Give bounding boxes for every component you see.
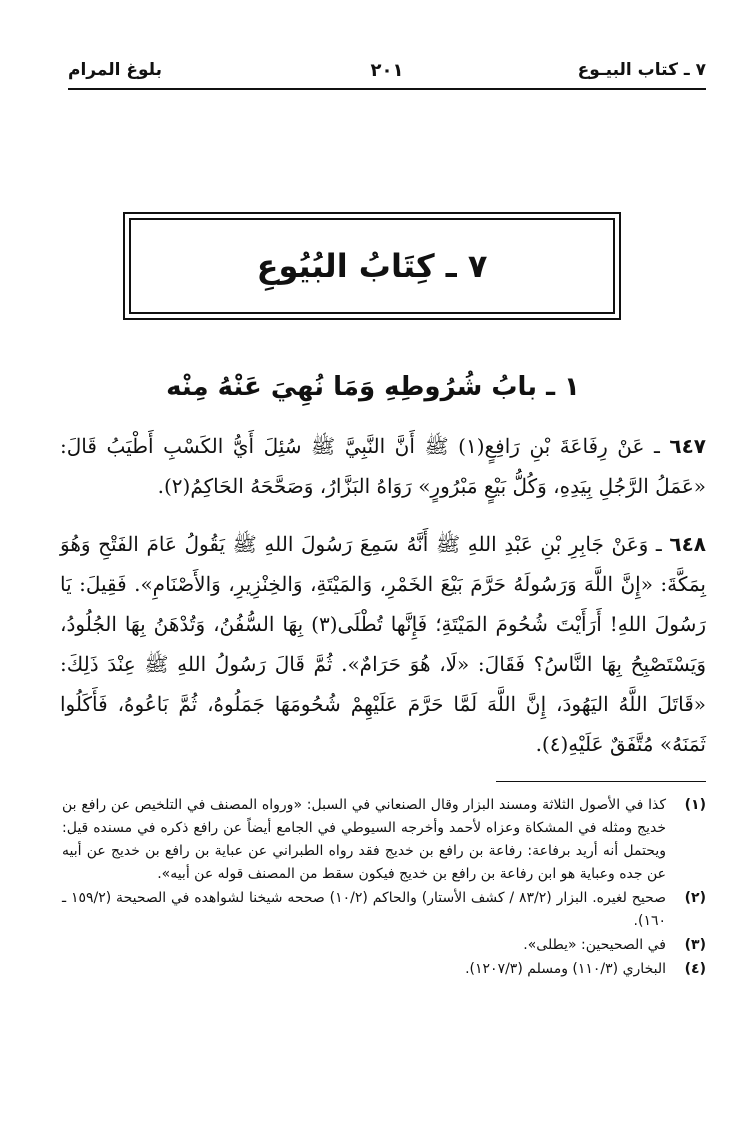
hadith-648: [60, 524, 706, 764]
running-header: [68, 56, 706, 86]
hadith-text: ـ عَنْ رِفَاعَةَ بْنِ رَافِعٍ(١) ﷺ أَنَّ النَّبِيَّ ﷺ سُئِلَ أَيُّ الكَسْبِ أَطْيَبُ قَالَ: «عَمَلُ الرَّجُلِ بِيَدِهِ، وَكُلُّ بَيْعٍ مَبْرُورٍ» رَوَاهُ البَزَّارُ، وَصَحَّحَهُ الحَاكِمُ(٢).: [60, 434, 706, 498]
chapter-title: ٧ ـ كِتَابُ البُيُوعِ: [256, 247, 488, 285]
footnote-divider: [496, 781, 706, 782]
footnote-text: كذا في الأصول الثلاثة ومسند البزار وقال الصنعاني في السبل: «ورواه المصنف في التلخيص عن رافع بن خديج ومثله في المشكاة وعزاه لأحمد وأخرجه السيوطي في الجامع أيضاً عن رافع ذكره في مسنده قيل: ويحتمل أنه أريد برفاعة: رفاعة بن رافع بن خديج فقد رواه الطبراني عن عباية بن رافع بن خديج عن أبيه عن جده وعباية هو ابن رفاعة بن رافع بن خديج فيكون سقط من المصنف قوله عن أبيه».: [62, 797, 666, 882]
header-divider: [68, 88, 706, 90]
footnote-item: [62, 794, 706, 886]
footnote-text: في الصحيحين: «يطلى».: [523, 937, 666, 953]
hadith-text: ـ وَعَنْ جَابِرِ بْنِ عَبْدِ اللهِ ﷺ أَنَّهُ سَمِعَ رَسُولَ اللهِ ﷺ يَقُولُ عَامَ الفَتْحِ وَهُوَ بِمَكَّةَ: «إِنَّ اللَّهَ وَرَسُولَهُ حَرَّمَ بَيْعَ الخَمْرِ، وَالمَيْتَةِ، وَالخِنْزِيرِ، وَالأَصْنَامِ». فَقِيلَ: يَا رَسُولَ اللهِ! أَرَأَيْتَ شُحُومَ المَيْتَةِ؛ فَإِنَّها تُطْلَى(٣) بِهَا السُّفُنُ، وَتُدْهَنُ بِهَا الجُلُودُ، وَيَسْتَصْبِحُ بِهَا النَّاسُ؟ فَقَالَ: «لَا، هُوَ حَرَامٌ». ثُمَّ قَالَ رَسُولُ اللهِ ﷺ عِنْدَ ذَلِكَ: «قَاتَلَ اللَّهُ اليَهُودَ، إِنَّ اللَّهَ لَمَّا حَرَّمَ عَلَيْهِمْ شُحُومَهَا جَمَلُوهُ، ثُمَّ بَاعُوهُ، فَأَكَلُوا ثَمَنَهُ» مُتَّفَقٌ عَلَيْهِ(٤).: [60, 532, 707, 756]
chapter-title-inner-frame: [129, 218, 615, 314]
footnote-marker: (١): [684, 797, 706, 813]
footnote-item: [62, 958, 706, 981]
header-page-number: ٢٠١: [370, 60, 404, 81]
footnote-marker: (٢): [684, 890, 706, 906]
footnote-text: صحيح لغيره. البزار (٨٣/٢ / كشف الأستار) والحاكم (١٠/٢) صححه شيخنا لشواهده في الصحيحة (١٥٩/٢ ـ ١٦٠).: [62, 890, 666, 929]
hadith-number: ٦٤٧: [669, 434, 707, 458]
chapter-title-frame: [123, 212, 621, 320]
footnote-text: البخاري (١١٠/٣) ومسلم (١٢٠٧/٣).: [465, 961, 666, 977]
hadith-647: [60, 426, 706, 506]
footnote-item: [62, 887, 706, 933]
footnote-item: [62, 934, 706, 957]
section-title: ١ ـ بابُ شُرُوطِهِ وَمَا نُهِيَ عَنْهُ مِنْه: [166, 372, 580, 402]
header-book-title: بلوغ المرام: [68, 60, 162, 80]
footnote-marker: (٣): [684, 937, 706, 953]
hadith-number: ٦٤٨: [669, 532, 707, 556]
header-chapter-title: ٧ ـ كتاب البيـوع: [577, 60, 706, 80]
footnote-marker: (٤): [684, 961, 706, 977]
footnotes: [62, 794, 706, 982]
